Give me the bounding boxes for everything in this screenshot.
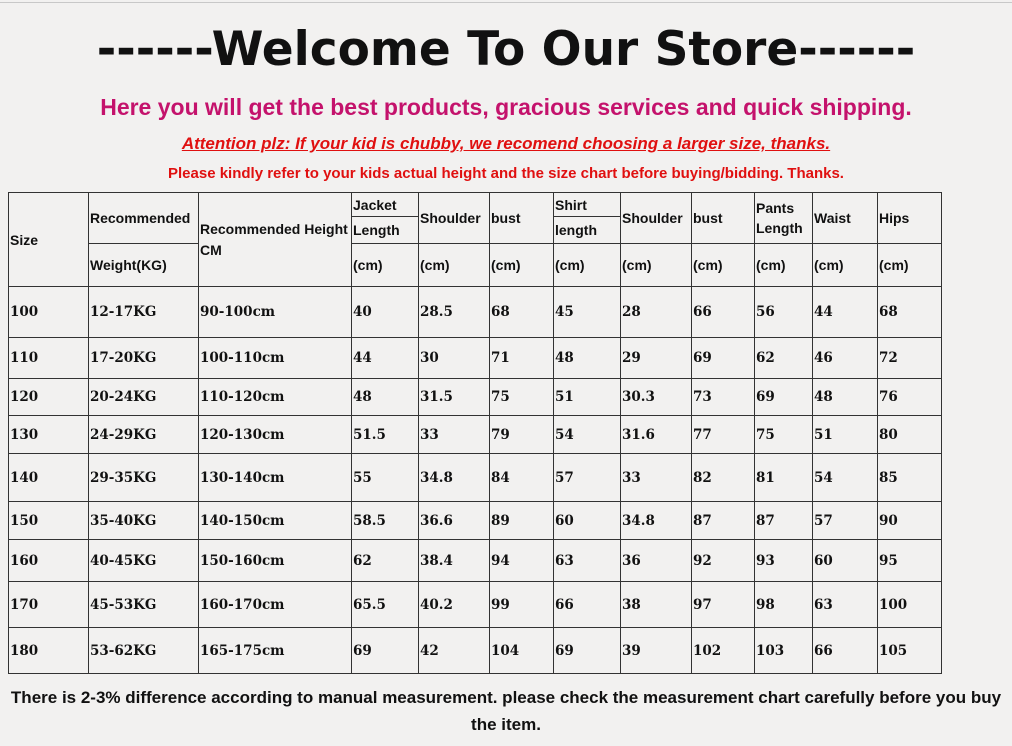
cell-shirt-length: 69	[554, 628, 621, 674]
unit-label: (cm)	[755, 244, 813, 287]
cell-height: 165-175cm	[199, 628, 352, 674]
cell-shirt-length: 60	[554, 502, 621, 540]
header-shirt-shoulder: Shoulder	[621, 193, 692, 244]
header-height: Recommended Height CM	[199, 193, 352, 287]
cell-pants-length: 69	[755, 379, 813, 416]
top-divider	[0, 2, 1012, 3]
cell-shirt-shoulder: 30.3	[621, 379, 692, 416]
header-jacket: Jacket	[352, 193, 419, 217]
cell-shirt-shoulder: 33	[621, 454, 692, 502]
header-shirt-length: length	[554, 217, 621, 244]
cell-weight: 12-17KG	[89, 287, 199, 338]
cell-jacket-shoulder: 38.4	[419, 540, 490, 582]
cell-shirt-bust: 82	[692, 454, 755, 502]
table-row	[9, 540, 942, 582]
cell-pants-length: 62	[755, 338, 813, 379]
cell-shirt-bust: 77	[692, 416, 755, 454]
header-size: Size	[9, 193, 89, 287]
cell-jacket-bust: 68	[490, 287, 554, 338]
cell-hips: 100	[878, 582, 942, 628]
cell-shirt-length: 48	[554, 338, 621, 379]
cell-weight: 35-40KG	[89, 502, 199, 540]
cell-pants-length: 87	[755, 502, 813, 540]
unit-label: (cm)	[554, 244, 621, 287]
cell-hips: 72	[878, 338, 942, 379]
unit-label: (cm)	[352, 244, 419, 287]
cell-jacket-bust: 99	[490, 582, 554, 628]
cell-jacket-shoulder: 33	[419, 416, 490, 454]
cell-jacket-bust: 89	[490, 502, 554, 540]
table-row	[9, 338, 942, 379]
cell-pants-length: 56	[755, 287, 813, 338]
cell-shirt-bust: 97	[692, 582, 755, 628]
cell-shirt-bust: 102	[692, 628, 755, 674]
cell-shirt-length: 63	[554, 540, 621, 582]
size-chart-table	[8, 192, 942, 674]
header-jacket-bust: bust	[490, 193, 554, 244]
cell-jacket-length: 51.5	[352, 416, 419, 454]
measurement-disclaimer: There is 2-3% difference according to manual measurement. please check the measurement chart carefully before you buy the item.	[10, 688, 1002, 734]
cell-size: 130	[9, 416, 89, 454]
cell-size: 180	[9, 628, 89, 674]
header-weight: Weight(KG)	[89, 244, 199, 287]
cell-shirt-bust: 69	[692, 338, 755, 379]
cell-height: 150-160cm	[199, 540, 352, 582]
cell-waist: 44	[813, 287, 878, 338]
cell-shirt-length: 54	[554, 416, 621, 454]
table-row	[9, 454, 942, 502]
cell-jacket-shoulder: 42	[419, 628, 490, 674]
cell-waist: 57	[813, 502, 878, 540]
size-reference-note: Please kindly refer to your kids actual height and the size chart before buying/bidding. Thanks.	[168, 165, 844, 182]
cell-jacket-length: 65.5	[352, 582, 419, 628]
cell-size: 110	[9, 338, 89, 379]
page-title: ------Welcome To Our Store------	[96, 22, 916, 77]
cell-hips: 105	[878, 628, 942, 674]
cell-jacket-shoulder: 40.2	[419, 582, 490, 628]
table-row	[9, 379, 942, 416]
cell-shirt-shoulder: 29	[621, 338, 692, 379]
cell-weight: 20-24KG	[89, 379, 199, 416]
unit-label: (cm)	[813, 244, 878, 287]
unit-label: (cm)	[419, 244, 490, 287]
cell-size: 150	[9, 502, 89, 540]
cell-weight: 17-20KG	[89, 338, 199, 379]
cell-height: 110-120cm	[199, 379, 352, 416]
cell-shirt-bust: 92	[692, 540, 755, 582]
cell-hips: 95	[878, 540, 942, 582]
size-chart-header	[9, 193, 942, 287]
cell-shirt-length: 45	[554, 287, 621, 338]
header-shirt-bust: bust	[692, 193, 755, 244]
cell-shirt-bust: 66	[692, 287, 755, 338]
cell-weight: 53-62KG	[89, 628, 199, 674]
cell-pants-length: 93	[755, 540, 813, 582]
cell-waist: 60	[813, 540, 878, 582]
cell-shirt-shoulder: 38	[621, 582, 692, 628]
cell-jacket-shoulder: 30	[419, 338, 490, 379]
cell-jacket-shoulder: 31.5	[419, 379, 490, 416]
cell-shirt-length: 57	[554, 454, 621, 502]
header-pants-length: Pants Length	[755, 193, 813, 244]
cell-weight: 45-53KG	[89, 582, 199, 628]
cell-jacket-bust: 104	[490, 628, 554, 674]
cell-weight: 24-29KG	[89, 416, 199, 454]
cell-shirt-shoulder: 28	[621, 287, 692, 338]
cell-waist: 63	[813, 582, 878, 628]
header-jacket-length: Length	[352, 217, 419, 244]
cell-waist: 48	[813, 379, 878, 416]
cell-hips: 90	[878, 502, 942, 540]
cell-size: 120	[9, 379, 89, 416]
cell-shirt-shoulder: 34.8	[621, 502, 692, 540]
cell-jacket-length: 55	[352, 454, 419, 502]
cell-jacket-bust: 79	[490, 416, 554, 454]
cell-jacket-length: 40	[352, 287, 419, 338]
store-slogan: Here you will get the best products, gracious services and quick shipping.	[100, 94, 912, 120]
cell-jacket-length: 44	[352, 338, 419, 379]
cell-jacket-shoulder: 36.6	[419, 502, 490, 540]
cell-jacket-length: 58.5	[352, 502, 419, 540]
cell-waist: 46	[813, 338, 878, 379]
cell-shirt-bust: 73	[692, 379, 755, 416]
cell-shirt-length: 51	[554, 379, 621, 416]
cell-pants-length: 75	[755, 416, 813, 454]
cell-weight: 40-45KG	[89, 540, 199, 582]
table-row	[9, 582, 942, 628]
header-waist: Waist	[813, 193, 878, 244]
table-row	[9, 416, 942, 454]
cell-height: 120-130cm	[199, 416, 352, 454]
unit-label: (cm)	[878, 244, 942, 287]
cell-jacket-length: 62	[352, 540, 419, 582]
cell-shirt-length: 66	[554, 582, 621, 628]
cell-hips: 76	[878, 379, 942, 416]
cell-shirt-shoulder: 31.6	[621, 416, 692, 454]
table-row	[9, 628, 942, 674]
table-row	[9, 502, 942, 540]
header-shirt: Shirt	[554, 193, 621, 217]
unit-label: (cm)	[621, 244, 692, 287]
table-row	[9, 287, 942, 338]
cell-jacket-bust: 94	[490, 540, 554, 582]
attention-note: Attention plz: If your kid is chubby, we recomend choosing a larger size, thanks.	[181, 134, 831, 153]
cell-size: 160	[9, 540, 89, 582]
cell-size: 140	[9, 454, 89, 502]
header-recommended: Recommended	[89, 193, 199, 244]
header-hips: Hips	[878, 193, 942, 244]
cell-hips: 80	[878, 416, 942, 454]
cell-size: 100	[9, 287, 89, 338]
cell-height: 130-140cm	[199, 454, 352, 502]
cell-hips: 85	[878, 454, 942, 502]
cell-jacket-bust: 71	[490, 338, 554, 379]
cell-jacket-shoulder: 34.8	[419, 454, 490, 502]
cell-shirt-shoulder: 36	[621, 540, 692, 582]
cell-size: 170	[9, 582, 89, 628]
header-jacket-shoulder: Shoulder	[419, 193, 490, 244]
cell-shirt-shoulder: 39	[621, 628, 692, 674]
unit-label: (cm)	[692, 244, 755, 287]
cell-jacket-length: 48	[352, 379, 419, 416]
cell-pants-length: 98	[755, 582, 813, 628]
cell-jacket-shoulder: 28.5	[419, 287, 490, 338]
cell-height: 90-100cm	[199, 287, 352, 338]
cell-height: 140-150cm	[199, 502, 352, 540]
cell-height: 100-110cm	[199, 338, 352, 379]
unit-label: (cm)	[490, 244, 554, 287]
cell-waist: 66	[813, 628, 878, 674]
cell-height: 160-170cm	[199, 582, 352, 628]
cell-hips: 68	[878, 287, 942, 338]
cell-weight: 29-35KG	[89, 454, 199, 502]
cell-pants-length: 103	[755, 628, 813, 674]
size-chart-body	[9, 287, 942, 674]
cell-waist: 51	[813, 416, 878, 454]
cell-jacket-length: 69	[352, 628, 419, 674]
cell-waist: 54	[813, 454, 878, 502]
cell-jacket-bust: 84	[490, 454, 554, 502]
cell-shirt-bust: 87	[692, 502, 755, 540]
cell-jacket-bust: 75	[490, 379, 554, 416]
cell-pants-length: 81	[755, 454, 813, 502]
